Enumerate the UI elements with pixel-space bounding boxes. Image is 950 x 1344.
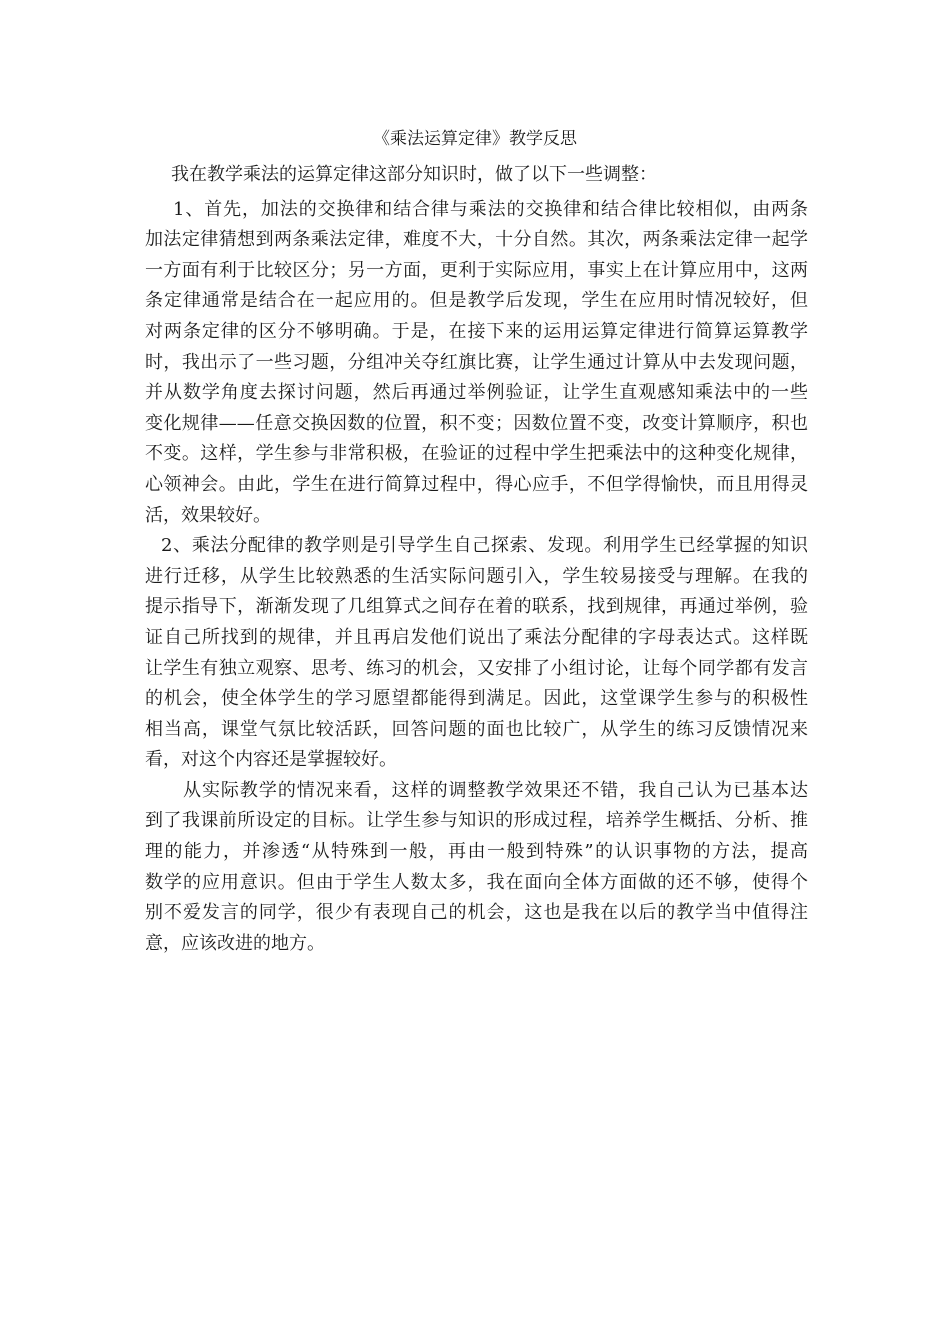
document-body xyxy=(145,160,808,959)
text-line: 意，应该改进的地方。 xyxy=(145,932,325,954)
paragraph-1 xyxy=(145,195,808,532)
text-line: 时，我出示了一些习题，分组冲关夺红旗比赛，让学生通过计算从中去发现问题， xyxy=(145,351,808,373)
document-title: 《乘法运算定律》教学反思 xyxy=(373,129,577,149)
intro-paragraph xyxy=(145,160,808,191)
text-line: 从实际教学的情况来看，这样的调整教学效果还不错，我自己认为已基本达 xyxy=(183,779,808,801)
text-line: 对两条定律的区分不够明确。于是，在接下来的运用运算定律进行简算运算教学 xyxy=(145,320,808,342)
text-line: 相当高，课堂气氛比较活跃，回答问题的面也比较广，从学生的练习反馈情况来 xyxy=(145,718,808,740)
text-line: 证自己所找到的规律，并且再启发他们说出了乘法分配律的字母表达式。这样既 xyxy=(145,626,808,648)
text-line: 并从数学角度去探讨问题，然后再通过举例验证，让学生直观感知乘法中的一些 xyxy=(145,382,808,404)
text-line: 活，效果较好。 xyxy=(145,504,271,526)
text-line: 别不爱发言的同学，很少有表现自己的机会，这也是我在以后的教学当中值得注 xyxy=(145,902,808,924)
text-line: 看，对这个内容还是掌握较好。 xyxy=(145,749,397,771)
text-line: 一方面有利于比较区分；另一方面，更利于实际应用，事实上在计算应用中，这两 xyxy=(145,259,808,281)
text-line: 提示指导下，渐渐发现了几组算式之间存在着的联系，找到规律，再通过举例，验 xyxy=(145,596,808,618)
paragraph-3 xyxy=(145,776,808,960)
text-line: 理的能力，并渗透“从特殊到一般，再由一般到特殊”的认识事物的方法，提高 xyxy=(145,841,808,863)
text-line: 加法定律猜想到两条乘法定律，难度不大，十分自然。其次，两条乘法定律一起学 xyxy=(145,229,808,251)
text-line: 变化规律——任意交换因数的位置，积不变；因数位置不变，改变计算顺序，积也 xyxy=(145,412,808,434)
text-line: 到了我课前所设定的目标。让学生参与知识的形成过程，培养学生概括、分析、推 xyxy=(145,810,808,832)
text-line: 我在教学乘法的运算定律这部分知识时，做了以下一些调整： xyxy=(171,164,657,185)
text-line: 心领神会。由此，学生在进行简算过程中，得心应手，不但学得愉快，而且用得灵 xyxy=(145,473,808,495)
text-line: 1、首先，加法的交换律和结合律与乘法的交换律和结合律比较相似，由两条 xyxy=(173,198,808,220)
text-line: 数学的应用意识。但由于学生人数太多，我在面向全体方面做的还不够，使得个 xyxy=(145,871,808,893)
text-line: 进行迁移，从学生比较熟悉的生活实际问题引入，学生较易接受与理解。在我的 xyxy=(145,565,808,587)
text-line: 的机会，使全体学生的学习愿望都能得到满足。因此，这堂课学生参与的积极性 xyxy=(145,688,808,710)
paragraph-2 xyxy=(145,531,808,776)
text-line: 不变。这样，学生参与非常积极，在验证的过程中学生把乘法中的这种变化规律， xyxy=(145,443,808,465)
text-line: 条定律通常是结合在一起应用的。但是教学后发现，学生在应用时情况较好，但 xyxy=(145,290,808,312)
text-line: 让学生有独立观察、思考、练习的机会，又安排了小组讨论，让每个同学都有发言 xyxy=(145,657,808,679)
text-line: 2、乘法分配律的教学则是引导学生自己探索、发现。利用学生已经掌握的知识 xyxy=(161,535,808,557)
